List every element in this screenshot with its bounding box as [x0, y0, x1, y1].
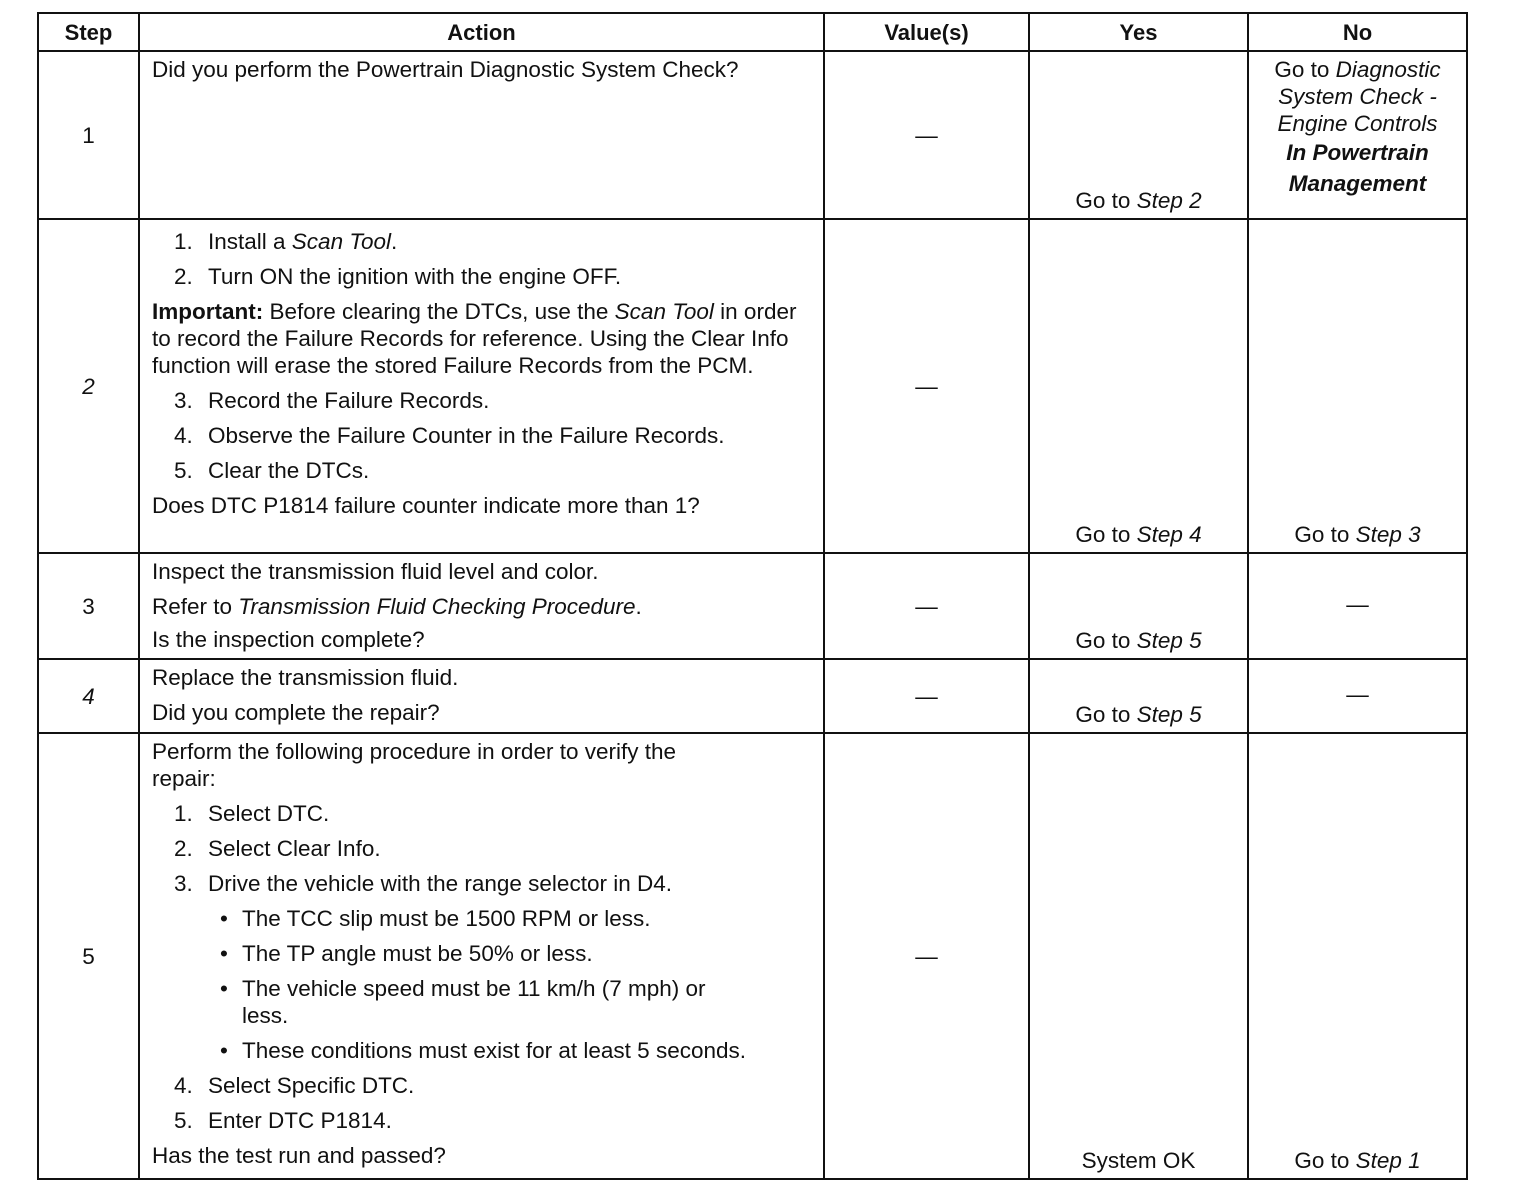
- yes-cell: [1029, 51, 1248, 219]
- action-intro: Perform the following procedure in order to verify the repair:: [152, 739, 677, 791]
- yes-prefix: Go to: [1075, 188, 1131, 213]
- no-prefix: Go to: [1294, 522, 1350, 547]
- list-item: 1. Select DTC.: [174, 801, 330, 826]
- no-cell: [1248, 51, 1467, 219]
- important-note: Important: Before clearing the DTCs, use the Scan Tool in order to record the Failure Records for reference. Using the Clear Info function will erase the stored Failure Records from the PCM.: [152, 299, 797, 378]
- bullet-item: • These conditions must exist for at least 5 seconds.: [220, 1038, 746, 1063]
- dash: —: [1346, 591, 1369, 617]
- value-cell: [824, 733, 1029, 1179]
- step-number: 3: [38, 553, 139, 659]
- list-item: 3. Drive the vehicle with the range selector in D4.: [174, 871, 672, 896]
- action-reference: Refer to Transmission Fluid Checking Procedure.: [152, 594, 642, 619]
- step-number: 2: [38, 219, 139, 553]
- action-question: Did you complete the repair?: [152, 700, 440, 725]
- value-cell: [824, 659, 1029, 733]
- action-cell: [139, 219, 824, 553]
- step-number: 5: [38, 733, 139, 1179]
- yes-link[interactable]: Step 5: [1136, 702, 1202, 727]
- dash: —: [915, 943, 938, 969]
- list-item: 5. Clear the DTCs.: [174, 458, 370, 483]
- no-link[interactable]: Diagnostic System Check - Engine Controls: [1277, 57, 1441, 136]
- dash: —: [915, 593, 938, 619]
- step-list: [152, 800, 813, 897]
- list-item: 5. Enter DTC P1814.: [174, 1108, 392, 1133]
- list-item: 1. Install a Scan Tool.: [174, 229, 398, 254]
- step-list: [152, 387, 813, 484]
- dash: —: [915, 683, 938, 709]
- no-cell: [1248, 219, 1467, 553]
- dash: —: [915, 122, 938, 148]
- action-question: Has the test run and passed?: [152, 1143, 446, 1168]
- action-cell: [139, 51, 824, 219]
- table-row: [38, 553, 1467, 659]
- step-list: [152, 1072, 813, 1134]
- action-question: Is the inspection complete?: [152, 627, 425, 652]
- header-yes: Yes: [1029, 13, 1248, 51]
- dash: —: [1346, 681, 1369, 707]
- no-cell: [1248, 733, 1467, 1179]
- list-item: 3. Record the Failure Records.: [174, 388, 490, 413]
- value-cell: [824, 51, 1029, 219]
- yes-link[interactable]: Step 5: [1136, 628, 1202, 653]
- yes-link[interactable]: Step 4: [1136, 522, 1202, 547]
- no-link[interactable]: Step 3: [1355, 522, 1421, 547]
- value-cell: [824, 219, 1029, 553]
- no-cell: [1248, 553, 1467, 659]
- bullet-list: [152, 905, 813, 1064]
- list-item: 2. Select Clear Info.: [174, 836, 381, 861]
- yes-prefix: Go to: [1075, 702, 1131, 727]
- action-text: Inspect the transmission fluid level and color.: [152, 559, 599, 584]
- yes-cell: [1029, 733, 1248, 1179]
- no-prefix: Go to: [1294, 1148, 1350, 1173]
- dash: —: [915, 373, 938, 399]
- list-item: 4. Select Specific DTC.: [174, 1073, 415, 1098]
- action-question: Does DTC P1814 failure counter indicate more than 1?: [152, 493, 700, 518]
- action-cell: [139, 553, 824, 659]
- bullet-item: • The vehicle speed must be 11 km/h (7 mph) or less.: [220, 976, 706, 1028]
- yes-cell: [1029, 553, 1248, 659]
- header-values: Value(s): [824, 13, 1029, 51]
- step-list: [152, 228, 813, 290]
- yes-prefix: Go to: [1075, 522, 1131, 547]
- table-row: [38, 733, 1467, 1179]
- header-action: Action: [139, 13, 824, 51]
- action-cell: [139, 659, 824, 733]
- bullet-item: • The TP angle must be 50% or less.: [220, 941, 593, 966]
- step-number: 1: [38, 51, 139, 219]
- table-row: [38, 659, 1467, 733]
- yes-cell: [1029, 659, 1248, 733]
- list-item: 2. Turn ON the ignition with the engine OFF.: [174, 264, 622, 289]
- header-no: No: [1248, 13, 1467, 51]
- no-manual: In Powertrain Management: [1286, 140, 1429, 196]
- yes-cell: [1029, 219, 1248, 553]
- table-row: [38, 51, 1467, 219]
- header-step: Step: [38, 13, 139, 51]
- action-question: Did you perform the Powertrain Diagnostic System Check?: [152, 57, 739, 82]
- no-prefix: Go to: [1274, 57, 1330, 82]
- value-cell: [824, 553, 1029, 659]
- step-number: 4: [38, 659, 139, 733]
- action-cell: [139, 733, 824, 1179]
- yes-link[interactable]: Step 2: [1136, 188, 1202, 213]
- no-link[interactable]: Step 1: [1355, 1148, 1421, 1173]
- header-row: [38, 13, 1467, 51]
- diagnostic-table: [37, 12, 1468, 1180]
- list-item: 4. Observe the Failure Counter in the Failure Records.: [174, 423, 725, 448]
- action-text: Replace the transmission fluid.: [152, 665, 459, 690]
- yes-prefix: Go to: [1075, 628, 1131, 653]
- table-row: [38, 219, 1467, 553]
- no-cell: [1248, 659, 1467, 733]
- bullet-item: • The TCC slip must be 1500 RPM or less.: [220, 906, 651, 931]
- yes-result: System OK: [1081, 1148, 1196, 1173]
